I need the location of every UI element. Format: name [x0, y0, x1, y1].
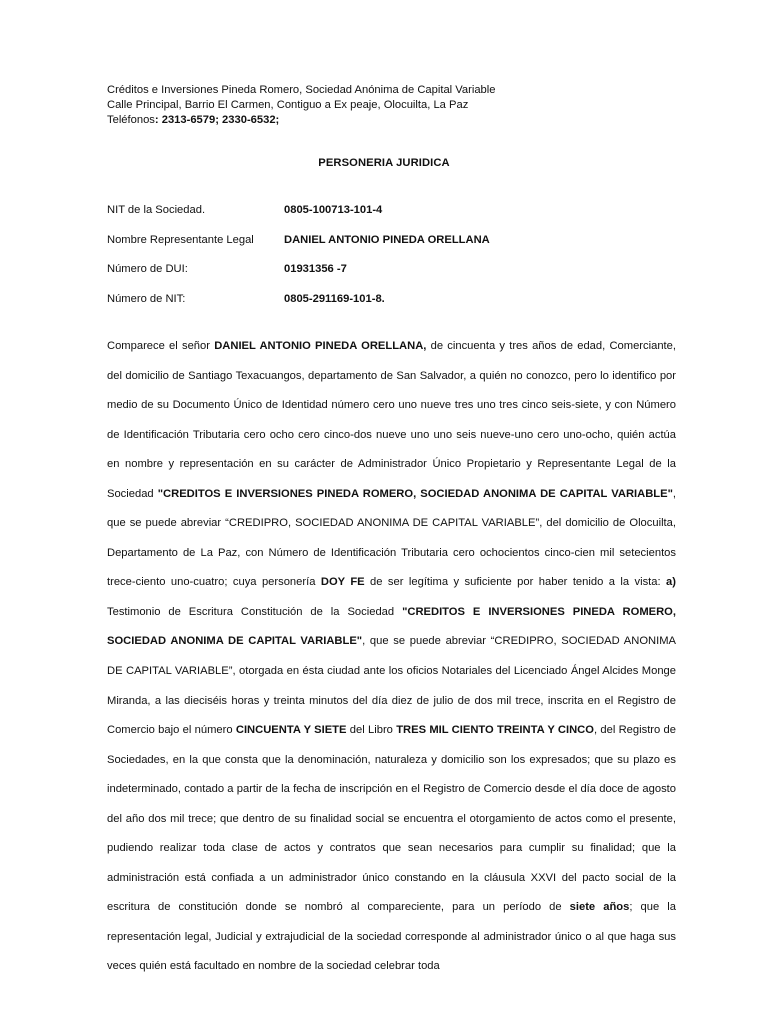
field-label: NIT de la Sociedad.	[107, 204, 206, 216]
field-label: Número de DUI:	[107, 263, 188, 275]
bold-text-run: "CREDITOS E INVERSIONES PINEDA ROMERO, SOCIEDAD ANONIMA DE CAPITAL VARIABLE"	[107, 605, 676, 648]
company-phones	[107, 113, 495, 128]
bold-text-run: "CREDITOS E INVERSIONES PINEDA ROMERO, SOCIEDAD ANONIMA DE CAPITAL VARIABLE"	[157, 487, 673, 500]
field-label: Número de NIT:	[107, 293, 186, 305]
field-value: DANIEL ANTONIO PINEDA ORELLANA	[284, 234, 490, 246]
field-value: 01931356 -7	[284, 263, 347, 275]
body-text-run: , que se puede abreviar “CREDIPRO, SOCIEDAD ANONIMA DE CAPITAL VARIABLE”, del domicilio de Olocuilta, Departamento de La Paz, con Número de Identificación Tributaria cero ochocientos cinco-cien mil setecientos trece-ciento uno-cuatro; cuya personería	[107, 487, 676, 589]
body-text-run: , del Registro de Sociedades, en la que consta que la denominación, naturaleza y domicilio son los expresados; que su plazo es indeterminado, contado a partir de la fecha de inscripción en el Registro de Comercio desde el día doce de agosto del año dos mil trece; que dentro de su finalidad social se encuentra el otorgamiento de actos como el presente, pudiendo realizar toda clase de actos y contratos que sean necesarios para cumplir su finalidad; que la administración está confiada a un administrador único constando en la cláusula XXVI del pacto social de la escritura de constitución donde se nombró al compareciente, para un período de	[107, 724, 677, 914]
body-text-run: , que se puede abreviar “CREDIPRO, SOCIEDAD ANONIMA DE CAPITAL VARIABLE”, otorgada en ésta ciudad ante los oficios Notariales del Licenciado Ángel Alcides Monge Miranda, a las dieciséis horas y treinta minutos del día diez de julio de dos mil trece, inscrita en el Registro de Comercio bajo el número	[107, 635, 676, 737]
body-text-run: ; que la representación legal, Judicial y extrajudicial de la sociedad corresponde al administrador único o al que haga sus veces quién está facultado en nombre de la sociedad celebrar toda	[107, 901, 676, 973]
field-value: 0805-100713-101-4	[284, 204, 383, 216]
bold-text-run: siete años	[569, 901, 630, 914]
bold-text-run: TRES MIL CIENTO TREINTA Y CINCO	[396, 724, 594, 737]
body-text-run: de ser legítima y suficiente por haber tenido a la vista:	[364, 576, 667, 589]
phone-label: Teléfonos	[107, 114, 155, 126]
body-text-run: Testimonio de Escritura Constitución de la Sociedad	[107, 605, 403, 618]
body-text-run: Comparece el señor	[107, 340, 215, 352]
company-name: Créditos e Inversiones Pineda Romero, Sociedad Anónima de Capital Variable	[107, 84, 496, 96]
company-address: Calle Principal, Barrio El Carmen, Contiguo a Ex peaje, Olocuilta, La Paz	[107, 99, 469, 111]
body-text-run: del Libro	[346, 724, 397, 737]
field-label: Nombre Representante Legal	[107, 234, 254, 246]
bold-text-run: a)	[666, 576, 676, 589]
body-text	[107, 332, 676, 982]
document-title: PERSONERIA JURIDICA	[318, 157, 450, 169]
bold-text-run: DOY FE	[320, 576, 365, 589]
body-paragraph	[107, 332, 676, 982]
company-header	[107, 83, 495, 128]
body-text-run: de cincuenta y tres años de edad, Comerciante, del domicilio de Santiago Texacuangos, departamento de San Salvador, a quién no conozco, pero lo identifico por medio de su Documento Único de Identidad número cero uno nueve tres uno tres cinco seis-siete, y con Número de Identificación Tributaria cero ocho cero cinco-dos nueve uno uno seis nueve-uno cero uno-ocho, quién actúa en nombre y representación en su carácter de Administrador Único Propietario y Representante Legal de la Sociedad	[107, 340, 676, 500]
bold-text-run: DANIEL ANTONIO PINEDA ORELLANA,	[214, 340, 427, 352]
bold-text-run: CINCUENTA Y SIETE	[235, 724, 347, 737]
field-value: 0805-291169-101-8.	[284, 293, 385, 305]
phone-numbers: : 2313-6579; 2330-6532;	[154, 114, 280, 126]
